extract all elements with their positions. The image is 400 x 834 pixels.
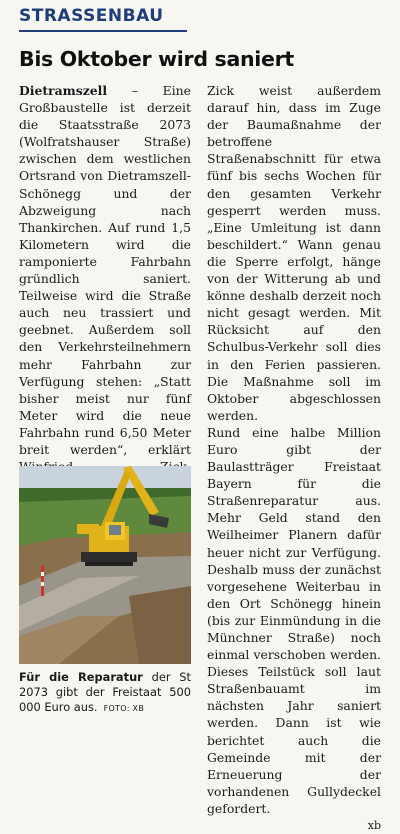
caption-bold: Für die Reparatur	[19, 670, 143, 684]
dateline: Dietramszell	[19, 83, 108, 98]
article-paragraph-lead	[19, 82, 191, 509]
photo-credit: FOTO: XB	[103, 704, 145, 714]
headline: Bis Oktober wird saniert	[19, 47, 294, 71]
author-abbreviation: xb	[367, 819, 381, 833]
construction-photo	[19, 466, 191, 664]
article-paragraph-2: Zick weist außerdem darauf hin, dass im Zuge der Baumaßnahme der betroffene Straßenabschnitt für etwa fünf bis sechs Wochen für den gesamten Verkehr gesperrt werden muss. „Eine Umleitung ist dann beschildert.“ Wann genau die Sperre erfolgt, hänge von der Witterung ab und könne deshalb derzeit noch nicht gesagt werden. Mit Rücksicht auf den Schulbus-Verkehr soll dies in den Ferien passieren. Die Maßnahme soll im Oktober abgeschlossen werden.	[207, 83, 381, 423]
article-paragraph-3: Rund eine halbe Million Euro gibt der Baulastträger Freistaat Bayern für die Straßenreparatur aus. Mehr Geld stand den Weilheimer Planern dafür heuer nicht zur Verfügung. Deshalb muss der zunächst vorgesehene Weiterbau in den Ort Schönegg hinein (bis zur Einmündung in die Münchner Straße) noch einmal verschoben werden. Dieses Teilstück soll laut Straßenbauamt im nächsten Jahr saniert werden. Dann ist wie berichtet auch die Gemeinde mit der Erneuerung der vorhandenen Gullydeckel gefordert.	[207, 424, 381, 816]
photo-caption	[19, 670, 191, 717]
rubric-underline	[19, 30, 187, 32]
article-column-right	[207, 82, 381, 834]
caption-text: der St 2073 gibt der Freistaat 500 000 Euro aus.	[19, 670, 191, 715]
lead-text: – Eine Großbaustelle ist derzeit die Staatsstraße 2073 (Wolfratshauser Straße) zwischen dem westlichen Ortsrand von Dietramszell-Schönegg und der Abzweigung nach Thankirchen. Auf rund 1,5 Kilometern wird die ramponierte Fahrbahn gründlich saniert. Teilweise wird die Straße auch neu trassiert und geebnet. Außerdem soll den Verkehrsteilnehmern mehr Fahrbahn zur Verfügung stehen: „Statt bisher meist nur fünf Meter wird die neue Fahrbahn rund 6,50 Meter breit werden“, erklärt	[19, 83, 191, 457]
excavator-roadwork-image	[19, 466, 191, 664]
article-column-left	[19, 82, 191, 509]
section-rubric: STRASSENBAU	[19, 6, 164, 26]
